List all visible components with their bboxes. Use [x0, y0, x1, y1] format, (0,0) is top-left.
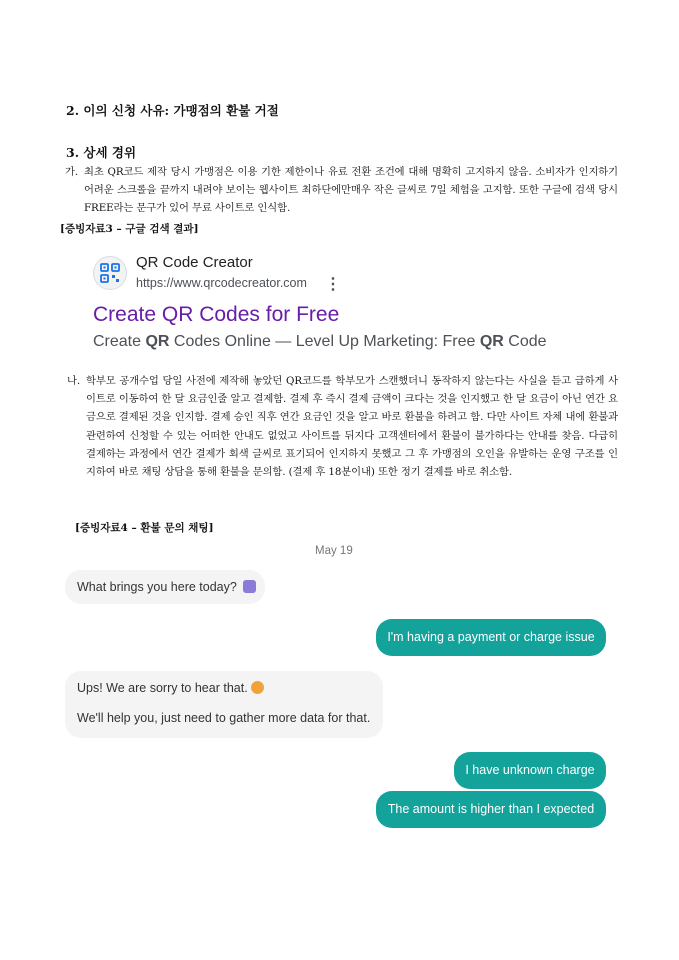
chat-message-bot [65, 570, 265, 604]
robot-emoji-icon [243, 580, 256, 593]
message-text: I have unknown charge [465, 763, 595, 777]
message-text: The amount is higher than I expected [387, 802, 595, 816]
message-text: I'm having a payment or charge issue [387, 630, 595, 644]
paragraph-text: 학부모 공개수업 당일 사전에 제작해 놓았던 QR코드를 학부모가 스캔했더니 동작하지 않는다는 사실을 듣고 급하게 사이트로 이동하여 한 달 요금인줄 알고 결제함. 결제 후 즉시 결제 금액이 크다는 것을 인지했고 한 달 요금이 아닌 연간 요금으로 결제된 것을 인지함. 결제 승인 직후 연간 요금인 것을 알고 바로 환불을 하려고 함. 다만 사이트 자체 내에 환불과 관련하여 신청할 수 있는 어떠한 안내도 없었고 사이트를 뒤지다 고객센터에서 환불이 불가하다는 안내를 찾음. 다급히 결제하는 과정에서 연간 결제가 회색 글씨로 표기되어 인지하지 못했고 그 후 가맹점의 오인을 유발하는 운영 구조를 인지하여 바로 채팅 상담을 통해 환불을 문의함. (결제 후 18분이내) 또한 정기 결제를 바로 취소함. [86, 375, 618, 479]
message-text: What brings you here today? [77, 580, 237, 594]
evidence-caption-3: [증빙자료3 – 구글 검색 결과] [60, 223, 199, 235]
chat-message-user [376, 619, 606, 656]
snippet-part: Codes Online — Level Up Marketing: Free [169, 333, 480, 350]
result-url[interactable]: https://www.qrcodecreator.com [136, 276, 307, 290]
evidence-caption-4: [증빙자료4 – 환불 문의 채팅] [75, 522, 214, 534]
snippet-part: Create [93, 333, 146, 350]
chat-message-user [376, 791, 606, 828]
result-title-link[interactable]: Create QR Codes for Free [93, 303, 340, 326]
more-vert-icon[interactable]: ⋮ [325, 276, 340, 293]
sad-emoji-icon [251, 681, 264, 694]
paragraph-marker: 가. [65, 166, 79, 178]
qr-code-icon [93, 256, 127, 290]
paragraph-na [67, 372, 618, 481]
snippet-highlight: QR [145, 333, 170, 350]
chat-message-user [454, 752, 606, 789]
result-site-name: QR Code Creator [136, 254, 253, 271]
message-text: We'll help you, just need to gather more data for that. [77, 711, 371, 725]
chat-date: May 19 [315, 545, 353, 557]
message-text: Ups! We are sorry to hear that. [77, 681, 248, 695]
section-2-title: 2. 이의 신청 사유: 가맹점의 환불 거절 [66, 103, 279, 118]
paragraph-marker: 나. [67, 375, 81, 387]
snippet-highlight: QR [479, 333, 504, 350]
section-3-title: 3. 상세 경위 [66, 145, 137, 160]
snippet-part: Code [503, 333, 547, 350]
result-snippet [93, 333, 547, 351]
chat-message-bot [65, 671, 383, 738]
paragraph-ga [65, 163, 618, 218]
paragraph-text: 최초 QR코드 제작 당시 가맹점은 이용 기한 제한이나 유료 전환 조건에 대해 명확히 고지하지 않음. 소비자가 인지하기 어려운 스크롤을 끝까지 내려야 보이는 웹사이트 최하단에만매우 작은 글씨로 7일 체험을 고지함. 또한 구글에 검색 당시 FREE라는 문구가 있어 무료 사이트로 인식함. [84, 166, 618, 215]
